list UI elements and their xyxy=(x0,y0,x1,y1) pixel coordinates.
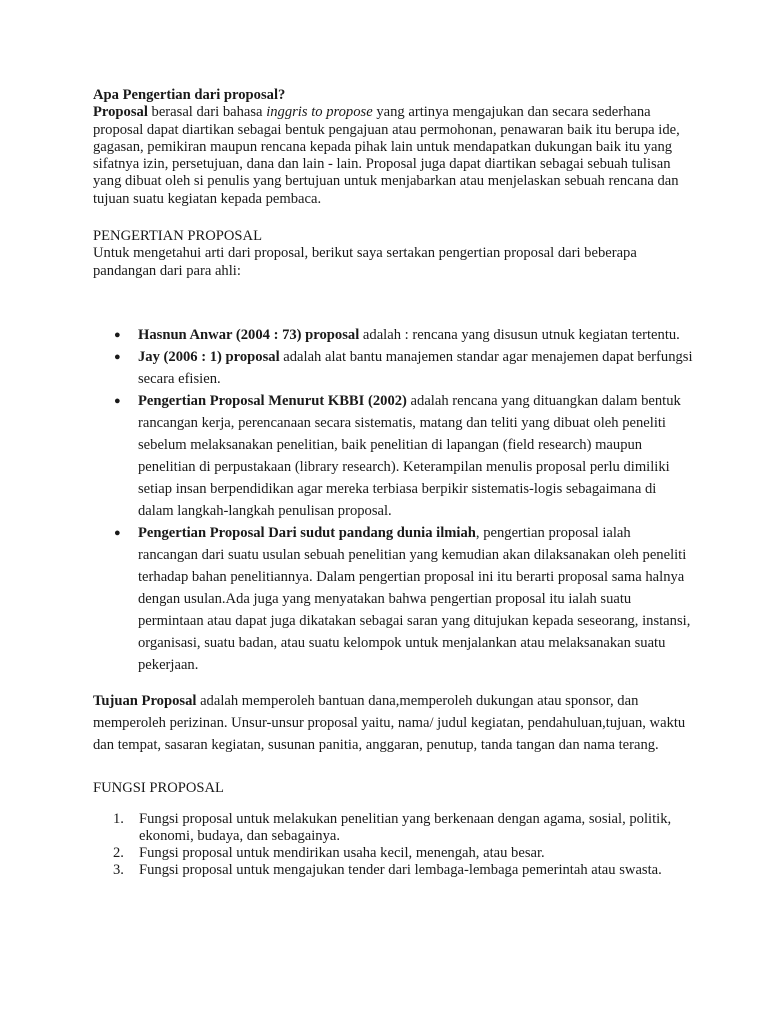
list-item: 2. Fungsi proposal untuk mendirikan usaha kecil, menengah, atau besar. xyxy=(113,845,545,862)
tujuan-term: Tujuan Proposal xyxy=(93,692,197,709)
fungsi-heading: FUNGSI PROPOSAL xyxy=(93,779,224,796)
bullet-icon: ● xyxy=(114,328,121,341)
document-page xyxy=(93,87,693,879)
bullet-icon: ● xyxy=(114,526,121,539)
list-item: ● Pengertian Proposal Dari sudut pandang dunia ilmiah, pengertian proposal ialah rancangan dari suatu usulan sebuah penelitian yang kemudian akan dilaksanakan oleh peneliti terhadap bahan penelitiannya. Dalam pengertian proposal ini itu berarti proposal sama halnya dengan usulan.Ada juga yang menyatakan bahwa pengertian proposal itu ialah suatu permintaan atau dapat juga dikatakan sebagai saran yang ditujukan kepada seseorang, instansi, organisasi, suatu badan, atau suatu kelompok untuk menjalankan atau melaksanakan suatu pekerjaan. xyxy=(93,522,693,676)
intro-paragraph: Proposal berasal dari bahasa inggris to propose yang artinya mengajukan dan secara sederhana proposal dapat diartikan sebagai bentuk pengajuan atau permohonan, penawaran baik itu berupa ide, gagasan, pemikiran maupun rencana kepada pihak lain untuk mendapatkan dukungan baik itu yang sifatnya izin, persetujuan, dana dan lain - lain. Proposal juga dapat diartikan sebagai sebuah tulisan yang dibuat oleh si penulis yang bertujuan untuk menjabarkan atau menjelaskan sebuah rencana dan tujuan suatu kegiatan kepada pembaca. xyxy=(93,104,680,207)
tujuan-paragraph: Tujuan Proposal adalah memperoleh bantuan dana,memperoleh dukungan atau sponsor, dan memperoleh perizinan. Unsur-unsur proposal yaitu, nama/ judul kegiatan, pendahuluan,tujuan, waktu dan tempat, sasaran kegiatan, susunan panitia, anggaran, penutup, tanda tangan dan nama terang. xyxy=(93,692,686,753)
list-item: ● Hasnun Anwar (2004 : 73) proposal adalah : rencana yang disusun utnuk kegiatan tertentu. xyxy=(93,324,693,346)
pengertian-intro: Untuk mengetahui arti dari proposal, berikut saya sertakan pengertian proposal dari beberapa pandangan dari para ahli: xyxy=(93,245,637,279)
intro-term: Proposal xyxy=(93,104,148,121)
list-item: 3. Fungsi proposal untuk mengajukan tender dari lembaga-lembaga pemerintah atau swasta. xyxy=(113,862,662,879)
bullet-icon: ● xyxy=(114,350,121,363)
bullet-icon: ● xyxy=(114,394,121,407)
list-item: 1. Fungsi proposal untuk melakukan penelitian yang berkenaan dengan agama, sosial, politik, ekonomi, budaya, dan sebagainya. xyxy=(113,811,672,845)
definition-list xyxy=(93,324,693,676)
list-item: ● Jay (2006 : 1) proposal adalah alat bantu manajemen standar agar menajemen dapat berfungsi secara efisien. xyxy=(93,346,693,390)
fungsi-list xyxy=(93,811,693,879)
list-item: ● Pengertian Proposal Menurut KBBI (2002) adalah rencana yang dituangkan dalam bentuk rancangan kerja, perencanaan secara sistematis, matang dan teliti yang dibuat oleh peneliti sebelum melaksanakan penelitian, baik penelitian di lapangan (field research) maupun penelitian di perpustakaan (library research). Keterampilan menulis proposal perlu dimiliki setiap insan berpendidikan agar mereka terbiasa berpikir sistematis-logis sebagaimana di dalam langkah-langkah penulisan proposal. xyxy=(93,390,693,522)
intro-origin: inggris to propose xyxy=(266,104,373,121)
pengertian-heading: PENGERTIAN PROPOSAL xyxy=(93,228,262,245)
intro-question: Apa Pengertian dari proposal? xyxy=(93,87,286,103)
